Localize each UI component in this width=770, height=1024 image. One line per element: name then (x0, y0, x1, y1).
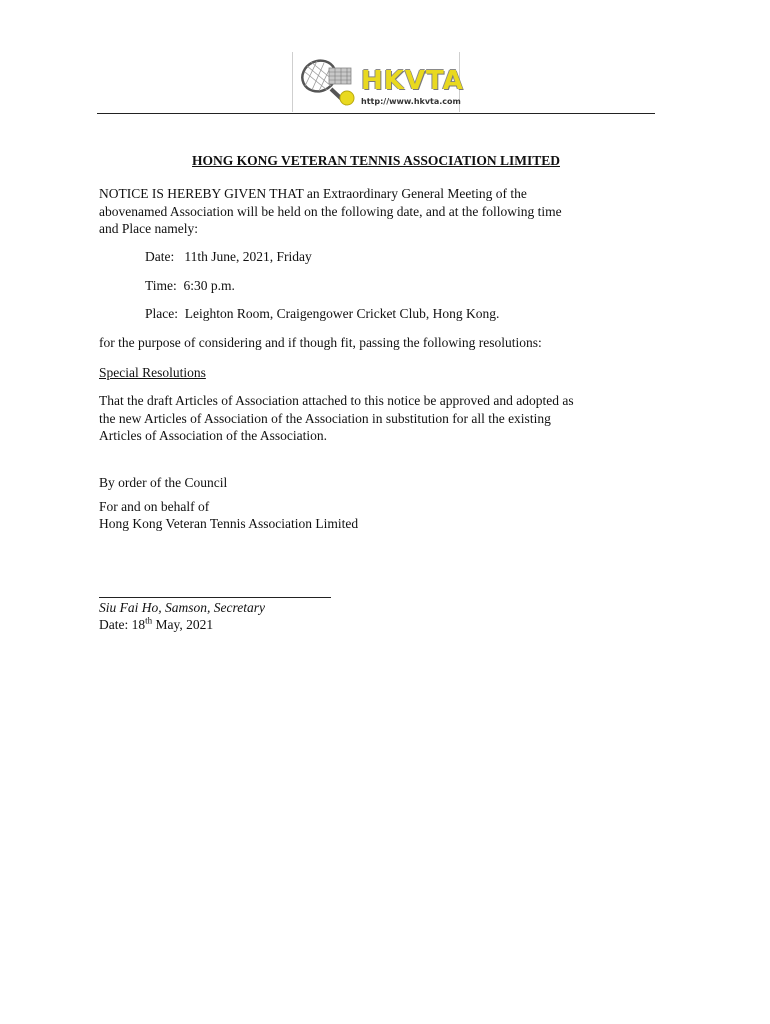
signature-date (99, 616, 213, 634)
meeting-date: Date: 11th June, 2021, Friday (145, 249, 312, 264)
intro-line-1: NOTICE IS HEREBY GIVEN THAT an Extraordinary General Meeting of the (99, 186, 527, 201)
signature-date-rest: May, 2021 (152, 617, 214, 632)
behalf-line-1: For and on behalf of (99, 499, 210, 514)
meeting-place: Place: Leighton Room, Craigengower Cricket Club, Hong Kong. (145, 306, 500, 321)
resolution-line-2: the new Articles of Association of the Association in substitution for all the existing (99, 410, 551, 426)
signature-date-suffix-ordinal: th (145, 615, 153, 626)
behalf-line-2: Hong Kong Veteran Tennis Association Limited (99, 516, 359, 531)
intro-line-3: and Place namely: (99, 221, 198, 236)
logo-wordmark: HKVTA (361, 66, 464, 96)
purpose-text: for the purpose of considering and if though fit, passing the following resolutions: (99, 335, 542, 350)
signatory-name: Siu Fai Ho, Samson, Secretary (99, 600, 265, 615)
hkvta-logo (292, 52, 464, 112)
document-title: HONG KONG VETERAN TENNIS ASSOCIATION LIMITED (192, 153, 560, 168)
signature-line (99, 597, 331, 598)
resolution-line-1: That the draft Articles of Association attached to this notice be approved and adopted as (99, 393, 574, 408)
intro-line-2: abovenamed Association will be held on the following date, and at the following time (99, 203, 562, 219)
tennis-racket-icon (297, 56, 357, 108)
logo-url: http://www.hkvta.com (361, 97, 461, 106)
header-rule (97, 113, 655, 114)
resolutions-heading: Special Resolutions (99, 365, 206, 380)
meeting-time: Time: 6:30 p.m. (145, 278, 235, 293)
signature-date-prefix: Date: 18 (99, 617, 146, 632)
resolution-line-3: Articles of Association of the Association. (99, 428, 327, 443)
order-of-council: By order of the Council (99, 475, 228, 490)
